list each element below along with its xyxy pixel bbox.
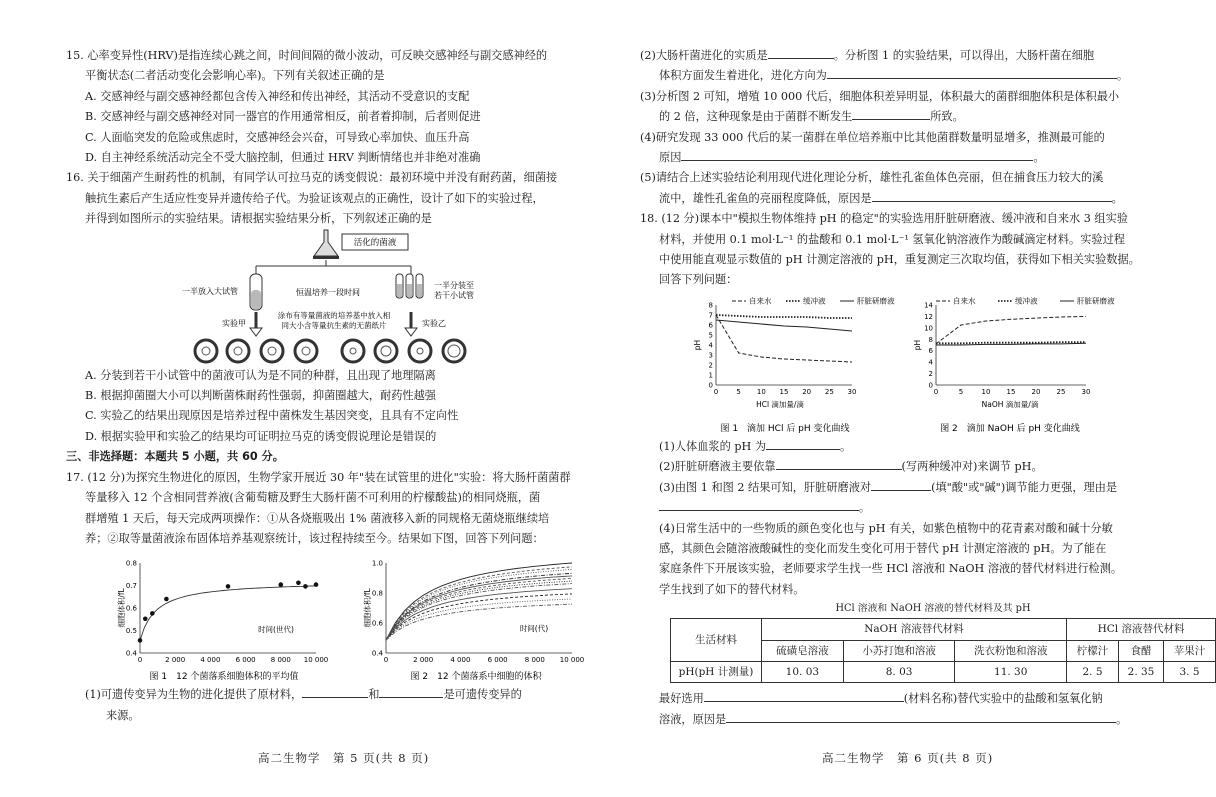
x-tick-label: 8 000 — [524, 656, 545, 665]
q18-stem: 18. (12 分)课本中"模拟生物体维持 pH 的稳定"的实验选用肝脏研磨液、缓冲液和自来水 3 组实验 — [640, 212, 1128, 226]
q16-option-a: A. 分装到若干小试管中的菌液可认为是不同的种群，且出现了地理隔离 — [85, 368, 436, 382]
q16-option-d: D. 根据实验甲和实验乙的结果均可证明拉马克的诱变假说理论是错误的 — [85, 429, 437, 443]
table-cell-ph: 8. 03 — [843, 661, 955, 682]
y-tick-label: 6 — [928, 347, 933, 356]
q17-part2 — [640, 46, 1200, 66]
q17-part2-text: (2)大肠杆菌进化的实质是 — [640, 49, 768, 62]
section-heading: 三、非选择题：本题共 5 小题，共 60 分。 — [66, 450, 284, 464]
experiment-b-label: 实验乙 — [422, 318, 446, 328]
y-tick-label: 0.8 — [371, 589, 383, 598]
disc-note-1: 涂布有等量菌液的培养基中放入相 — [277, 310, 391, 320]
q16-figure-svg — [66, 230, 626, 366]
q16-option-c: C. 实验乙的结果出现原因是培养过程中菌株发生基因突变，且具有不定向性 — [85, 409, 459, 423]
x-tick-label: 20 — [802, 387, 812, 396]
q15-option-c: C. 人面临突发的危险或焦虑时，交感神经会兴奋，可导致心率加快、血压升高 — [85, 130, 470, 144]
period: 。 — [1111, 191, 1123, 205]
q18-part4-cont: 感，其颜色会随溶液酸碱性的变化而发生变化可用于替代 pH 计测定溶液的 pH。为了能在 — [659, 541, 1107, 555]
y-axis-label: pH — [913, 339, 922, 351]
q17-stem: 17. (12 分)为探究生物进化的原因，生物学家开展近 30 年"装在试管里的进化"实验：将大肠杆菌菌群 — [66, 470, 571, 484]
y-tick-label: 4 — [708, 341, 713, 350]
x-tick-label: 2 000 — [413, 656, 434, 665]
y-axis-label: 细胞体积/fL — [117, 588, 126, 628]
q18-stem-cont3: 回答下列问题： — [659, 273, 738, 287]
x-tick-label: 15 — [1006, 387, 1016, 396]
series-line — [386, 594, 572, 640]
answer-blank[interactable] — [704, 689, 904, 702]
data-point — [279, 583, 284, 588]
experiment-a-label: 实验甲 — [222, 318, 246, 328]
answer-blank[interactable] — [768, 46, 834, 59]
x-tick-label: 6 000 — [235, 656, 256, 665]
x-tick-label: 0 — [137, 656, 143, 665]
figure-caption: 图 1 12 个菌落系细胞体积的平均值 — [149, 672, 299, 683]
flask-icon — [313, 230, 339, 259]
q17-part2-text-b: 。分析图 1 的实验结果，可以得出，大肠杆菌在细胞 — [833, 49, 1095, 62]
y-tick-label: 14 — [924, 301, 933, 310]
experiment-b-arrow-icon — [405, 312, 417, 336]
table-title: HCl 溶液和 NaOH 溶液的替代材料及其 pH — [835, 603, 1031, 615]
legend-label: 肝脏研磨液 — [857, 296, 895, 306]
q18-part2-text-b: (写两种缓冲对)来调节 pH。 — [901, 460, 1043, 474]
data-point — [138, 638, 143, 643]
q16-stem-cont2: 并得到如图所示的实验结果。请根据实验结果分析，下列叙述正确的是 — [85, 212, 432, 226]
x-tick-label: 25 — [824, 387, 834, 396]
left-page — [66, 0, 626, 726]
figure-caption: 图 1 滴加 HCl 后 pH 变化曲线 — [720, 423, 850, 434]
data-point — [150, 611, 155, 616]
answer-blank[interactable] — [872, 189, 1112, 202]
q17-part1-cont: 来源。 — [106, 708, 140, 722]
legend-label: 缓冲液 — [803, 296, 826, 306]
incubation-label: 恒温培养一段时间 — [296, 287, 360, 297]
right-page — [640, 0, 1206, 730]
q18-part4-answer-cont — [640, 710, 1200, 730]
q15-option-a: A. 交感神经与副交感神经都包含传入神经和传出神经，其活动不受意识的支配 — [85, 89, 470, 103]
left-tube-label: 一半放入大试管 — [182, 286, 238, 296]
q15-option-d: D. 自主神经系统活动完全不受大脑控制，但通过 HRV 判断情绪也并非绝对准确 — [85, 151, 481, 165]
y-tick-label: 0.7 — [125, 582, 137, 591]
x-tick-label: 2 000 — [165, 656, 186, 665]
q17-part3-cont — [640, 107, 1200, 127]
q18-part4: (4)日常生活中的一些物质的颜色变化也与 pH 有关，如紫色植物中的花青素对酸和碱十分敏 — [659, 521, 1113, 535]
question-17-continued — [640, 46, 1200, 209]
x-tick-label: 8 000 — [270, 656, 291, 665]
x-tick-label: 0 — [383, 656, 389, 665]
q17-part3-text-b: 所致。 — [930, 110, 964, 124]
y-tick-label: 10 — [924, 324, 933, 333]
y-tick-label: 7 — [708, 311, 713, 320]
substitute-materials-table — [670, 618, 1216, 683]
q18-part1-text: (1)人体血浆的 pH 为 — [659, 439, 767, 453]
x-tick-label: 4 000 — [200, 656, 221, 665]
x-tick-label: 0 — [933, 387, 939, 396]
q18-part2 — [640, 457, 1200, 477]
q17-charts-svg — [66, 549, 626, 685]
page-footer-right: 高二生物学 第 6 页(共 8 页) — [822, 751, 994, 765]
table-cell-ph: 2. 5 — [1067, 661, 1119, 682]
x-axis-label: 时间(代) — [519, 624, 549, 634]
q17-part1-text: (1)可遗传变异为生物的进化提供了原材料， — [85, 688, 303, 702]
q17-part2-cont — [640, 66, 1200, 86]
series-line — [936, 342, 1086, 343]
table-cell-ph: 10. 03 — [762, 661, 844, 682]
q18-part4-answer — [640, 689, 1200, 709]
q17-part5-text: 流中，雄性孔雀鱼的亮丽程度降低，原因是 — [659, 191, 872, 205]
q18-part4-cont2: 家庭条件下开展该实验，老师要求学生找一些 HCl 溶液和 NaOH 溶液的替代材料进行检测。 — [659, 562, 1123, 576]
table-cell-material: 洗衣粉饱和溶液 — [955, 640, 1067, 661]
x-tick-label: 5 — [736, 387, 741, 396]
q17-part1 — [66, 685, 626, 705]
table-group-naoh: NaOH 溶液替代材料 — [762, 619, 1067, 640]
table-cell-material: 食醋 — [1118, 640, 1163, 661]
y-tick-label: 2 — [928, 369, 933, 378]
table-row-header: 生活材料 — [671, 619, 762, 662]
x-axis-label: NaOH 滴加量/滴 — [981, 399, 1039, 409]
period: 。 — [859, 501, 871, 515]
table-cell-material: 小苏打饱和溶液 — [843, 640, 955, 661]
y-axis-label: 细胞体积/fL — [363, 588, 372, 628]
q17-part4-cont — [640, 148, 1200, 168]
q15-stem: 15. 心率变异性(HRV)是指连续心跳之间，时间间隔的微小波动，可反映交感神经与副交感神经的 — [66, 49, 548, 62]
table-cell-material: 苹果汁 — [1164, 640, 1216, 661]
q18-part3-text: (3)由图 1 和图 2 结果可知，肝脏研磨液对 — [659, 480, 872, 494]
x-tick-label: 6 000 — [487, 656, 508, 665]
y-tick-label: 0.4 — [125, 649, 137, 658]
table-cell-material: 柠檬汁 — [1067, 640, 1119, 661]
q15-option-b: B. 交感神经与副交感神经对同一器官的作用通常相反，前者着抑制，后者则促进 — [85, 110, 481, 124]
x-tick-label: 25 — [1056, 387, 1066, 396]
q18-stem-cont: 材料，并使用 0.1 mol·L⁻¹ 的盐酸和 0.1 mol·L⁻¹ 氢氧化钠溶液作为酸碱滴定材料。实验过程 — [659, 232, 1125, 246]
right-tube-label-1: 一半分装至 — [434, 280, 474, 290]
y-tick-label: 0 — [708, 381, 713, 390]
data-point — [143, 617, 148, 622]
q18-stem-cont2: 中使用能直观显示数值的 pH 计测定溶液的 pH，重复测定三次取均值，获得如下相关实验数据。 — [659, 253, 1140, 267]
q17-part3-text: 的 2 倍，这种现象是由于菌群不断发生 — [659, 110, 853, 124]
question-18 — [640, 209, 1206, 730]
x-tick-label: 10 000 — [559, 656, 585, 665]
q18-charts-svg — [640, 291, 1200, 437]
table-cell-ph: 11. 30 — [955, 661, 1067, 682]
q18-part3-text-b: (填"酸"或"碱")调节能力更强，理由是 — [931, 480, 1118, 494]
y-tick-label: 1.0 — [371, 559, 383, 568]
data-point — [303, 584, 308, 589]
y-tick-label: 0.6 — [125, 604, 137, 613]
question-16 — [66, 168, 626, 447]
q17-part3: (3)分析图 2 可知，增殖 10 000 代后，细胞体积差异明显，体积最大的菌群细胞体积是体积最小 — [640, 89, 1120, 103]
petri-dishes-experiment-b — [342, 340, 465, 362]
q17-figures — [66, 549, 626, 685]
y-tick-label: 12 — [924, 312, 933, 321]
series-line — [936, 316, 1086, 344]
answer-blank[interactable] — [871, 478, 931, 491]
y-tick-label: 8 — [928, 335, 933, 344]
period: 。 — [1116, 712, 1128, 726]
q18-figures — [640, 291, 1200, 437]
x-tick-label: 4 000 — [450, 656, 471, 665]
q16-stem: 16. 关于细菌产生耐药性的机制，有同学认可拉马克的诱变假说：最初环境中并没有耐药菌，细菌接 — [66, 171, 558, 185]
y-tick-label: 0.5 — [125, 627, 137, 636]
x-axis-label: HCl 滴加量/滴 — [756, 399, 804, 409]
x-axis-label: 时间(世代) — [258, 625, 294, 635]
series-line — [716, 315, 852, 318]
answer-blank[interactable] — [681, 148, 1033, 161]
legend-label: 肝脏研磨液 — [1077, 296, 1115, 306]
q17-stem-cont2: 群增殖 1 天后，每天完成两项操作：①从各烧瓶吸出 1% 菌液移入新的同规格无菌烧瓶继续培 — [85, 511, 550, 525]
table-cell-ph: 3. 5 — [1164, 661, 1216, 682]
disc-note-2: 同大小含等量抗生素的无菌纸片 — [281, 320, 387, 330]
table-cell-ph: 2. 35 — [1118, 661, 1163, 682]
large-test-tube-icon — [250, 274, 262, 310]
legend-label: 自来水 — [749, 296, 772, 306]
table-group-hcl: HCl 溶液替代材料 — [1067, 619, 1216, 640]
legend-label: 自来水 — [953, 296, 976, 306]
series-line — [716, 320, 852, 331]
period: 。 — [1116, 69, 1129, 83]
y-axis-label: pH — [693, 339, 702, 351]
y-tick-label: 0 — [928, 381, 933, 390]
answer-blank[interactable] — [726, 710, 1116, 723]
q18-part4-text-g: 溶液，原因是 — [659, 712, 727, 726]
x-tick-label: 5 — [958, 387, 964, 396]
question-17 — [66, 468, 626, 726]
y-tick-label: 4 — [928, 358, 933, 367]
q18-part4-cont3: 学生找到了如下的替代材料。 — [659, 582, 805, 596]
flask-label: 活化的菌液 — [353, 237, 397, 248]
y-tick-label: 6 — [708, 321, 713, 330]
experiment-a-arrow-icon — [250, 312, 262, 336]
q16-experiment-figure — [66, 230, 626, 366]
q17-part1-text-b: 是可遗传变异的 — [443, 688, 522, 702]
q16-stem-cont: 触抗生素后产生适应性变异并遗传给子代。为验证该观点的正确性，设计了如下的实验过程， — [85, 191, 544, 205]
q17-stem-cont3: 养；②取等量菌液涂布固体培养基观察统计，该过程持续至今。结果如下图，回答下列问题： — [85, 531, 544, 545]
y-tick-label: 5 — [708, 331, 713, 340]
x-tick-label: 0 — [713, 387, 719, 396]
q18-part3-cont — [640, 498, 1200, 518]
x-tick-label: 10 000 — [303, 656, 329, 665]
period: 。 — [840, 439, 852, 453]
question-15 — [66, 46, 626, 168]
y-tick-label: 0.8 — [125, 559, 137, 568]
q17-part2-text-c: 体积方面发生着进化，进化方向为 — [659, 69, 827, 83]
data-point — [164, 597, 169, 602]
x-tick-label: 15 — [779, 387, 789, 396]
q18-part3 — [640, 478, 1200, 498]
q18-part4-text-e: 最好选用 — [659, 692, 704, 706]
y-tick-label: 8 — [708, 301, 713, 310]
q18-part2-text: (2)肝脏研磨液主要依靠 — [659, 460, 776, 474]
table-cell-material: 硫磺皂溶液 — [762, 640, 844, 661]
q17-part5: (5)请结合上述实验结论利用现代进化理论分析，雄性孔雀鱼体色亮丽，但在捕食压力较大的溪 — [640, 171, 1104, 185]
answer-blank[interactable] — [852, 107, 930, 120]
answer-blank[interactable] — [379, 685, 443, 698]
data-point — [314, 583, 319, 588]
y-tick-label: 1 — [708, 371, 713, 380]
answer-blank[interactable] — [766, 437, 840, 450]
y-tick-label: 0.6 — [371, 619, 383, 628]
figure-caption: 图 2 滴加 NaOH 后 pH 变化曲线 — [940, 423, 1080, 434]
q17-part1-and: 和 — [368, 688, 380, 702]
page-footer-left: 高二生物学 第 5 页(共 8 页) — [258, 751, 430, 765]
q17-part5-cont — [640, 189, 1200, 209]
q16-option-b: B. 根据抑菌圈大小可以判断菌株耐药性强弱，抑菌圈越大，耐药性越强 — [85, 389, 436, 403]
x-tick-label: 20 — [1031, 387, 1041, 396]
q17-part4: (4)研究发现 33 000 代后的某一菌群在单位培养瓶中比其他菌群数量明显增多，推测最可能的 — [640, 130, 1105, 144]
table-ph-label: pH(pH 计测量) — [671, 661, 762, 682]
small-test-tubes-icon — [396, 274, 423, 298]
period: 。 — [1033, 151, 1045, 165]
right-tube-label-2: 若干小试管 — [434, 290, 474, 300]
answer-blank[interactable] — [302, 685, 368, 698]
y-tick-label: 0.4 — [371, 649, 383, 658]
figure-caption: 图 2 12 个菌落系中细胞的体积 — [410, 672, 542, 683]
q15-stem-cont: 平衡状态(二者活动变化会影响心率)。下列有关叙述正确的是 — [85, 69, 385, 83]
answer-blank[interactable] — [827, 66, 1117, 79]
x-tick-label: 10 — [981, 387, 991, 396]
data-point — [226, 584, 231, 589]
x-tick-label: 30 — [1081, 387, 1091, 396]
y-tick-label: 2 — [708, 361, 713, 370]
q17-stem-cont: 等量移入 12 个含相同营养液(含葡萄糖及野生大肠杆菌不可利用的柠檬酸盐)的相同烧瓶，菌 — [85, 491, 541, 505]
x-tick-label: 10 — [756, 387, 766, 396]
answer-blank[interactable] — [659, 498, 859, 511]
y-tick-label: 3 — [708, 351, 713, 360]
q18-part1 — [640, 437, 1200, 457]
legend-label: 缓冲液 — [1015, 296, 1038, 306]
petri-dishes-experiment-a — [195, 340, 317, 362]
q18-part4-text-f: (材料名称)替代实验中的盐酸和氢氧化钠 — [903, 692, 1103, 706]
x-tick-label: 30 — [847, 387, 857, 396]
q17-part4-text: 原因 — [659, 151, 682, 165]
answer-blank[interactable] — [776, 457, 902, 470]
data-point — [296, 581, 301, 586]
